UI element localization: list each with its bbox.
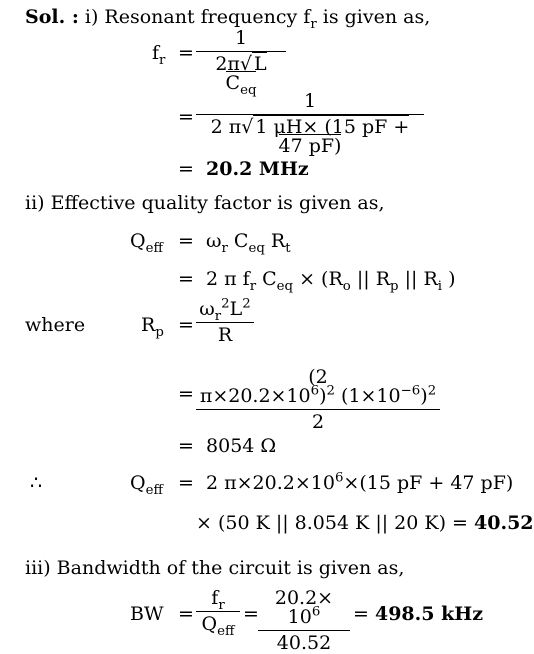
symbol-r: R <box>375 268 391 290</box>
therefore-sign: ∴ <box>30 472 43 494</box>
denominator: R <box>196 322 254 345</box>
denominator: 2 π√ 1 μH× (15 pF + 47 pF) <box>196 114 424 156</box>
subscript: i <box>437 278 443 294</box>
calc-part: ×(15 pF + 47 pF) <box>343 472 514 494</box>
subscript: eff <box>217 623 235 639</box>
omega: ω <box>199 298 215 320</box>
superscript: 6 <box>334 470 344 486</box>
subscript: r <box>221 240 228 256</box>
superscript: 2 <box>326 383 335 399</box>
two-pi: 2π <box>215 53 240 75</box>
equals-sign: = <box>178 268 194 290</box>
two-pi: 2 π <box>210 116 242 138</box>
subscript: eff <box>145 482 163 498</box>
symbol-c: C <box>262 268 277 290</box>
equals-sign: = <box>178 472 194 494</box>
equals-sign: = <box>178 106 194 128</box>
fraction-rp-values <box>196 368 440 432</box>
fraction-fr-values <box>196 92 424 156</box>
subscript: eq <box>276 278 294 294</box>
subscript: eff <box>145 240 163 256</box>
symbol-f: f <box>152 42 160 64</box>
numerator <box>196 368 440 409</box>
rp-result-line <box>178 437 276 456</box>
subscript: r <box>159 52 166 68</box>
close-paren: ) <box>420 385 428 407</box>
part1-heading: i) Resonant frequency f <box>84 6 311 28</box>
subscript: eq <box>240 82 257 98</box>
subscript: r <box>218 597 225 613</box>
fraction-bw <box>196 587 240 639</box>
lc: L C <box>225 53 267 94</box>
part1-tail: is given as, <box>322 6 431 28</box>
symbol-r: R <box>423 268 438 290</box>
calc-part: × (50 K || 8.054 K || 20 K) = <box>196 512 468 534</box>
equals-sign: = <box>353 603 369 625</box>
num-part: (1×10 <box>341 385 401 407</box>
symbol-q: Q <box>201 613 218 635</box>
qeff-result: 40.52 <box>474 512 534 534</box>
fr-result-line <box>178 160 309 179</box>
subscript: r <box>214 308 222 324</box>
qeff-lhs <box>130 230 163 256</box>
equals-sign: = <box>178 314 194 336</box>
symbol-f: f <box>211 587 219 609</box>
qeff-calc-line1 <box>178 470 514 494</box>
times-r: × (R <box>299 268 343 290</box>
superscript: 2 <box>242 296 251 312</box>
numerator <box>196 589 240 611</box>
numerator <box>196 296 254 324</box>
fraction-rp <box>196 296 254 346</box>
symbol-r: R <box>141 314 156 336</box>
denominator: 2π√ L $C_{eq}$ <box>196 51 286 93</box>
subscript: r <box>310 16 317 32</box>
symbol-q: Q <box>130 472 146 494</box>
sol-label: Sol. : <box>25 6 79 28</box>
qeff-lhs-2 <box>130 472 163 498</box>
equals-sign: = <box>178 230 194 252</box>
calc-part: 2 π×20.2×10 <box>206 472 335 494</box>
subscript: p <box>155 324 164 340</box>
numerator: 1 <box>234 27 248 49</box>
denominator: 2 <box>196 409 440 432</box>
qeff-expanded <box>178 268 456 294</box>
symbol-q: Q <box>130 230 146 252</box>
qeff-rhs <box>178 230 291 256</box>
superscript: 2 <box>427 383 437 399</box>
superscript: 6 <box>310 383 320 399</box>
subscript: r <box>249 278 257 294</box>
rp-result: 8054 Ω <box>206 435 277 457</box>
numerator <box>258 589 350 630</box>
close-paren: ) <box>448 268 456 290</box>
fr-result: 20.2 MHz <box>206 158 309 180</box>
superscript: 2 <box>221 296 230 312</box>
symbol-r: R <box>270 230 286 252</box>
fr-lhs <box>152 42 166 68</box>
parallel-sign: || <box>356 268 370 290</box>
subscript: o <box>342 278 351 294</box>
bw-result: 498.5 kHz <box>374 603 483 625</box>
subscript: eq <box>248 240 265 256</box>
symbol-c: C <box>233 230 249 252</box>
symbol-l: L <box>229 298 243 320</box>
parallel-sign: || <box>404 268 418 290</box>
denominator: 40.52 <box>258 630 350 653</box>
superscript: 6 <box>311 604 321 620</box>
num-part: (2 π×20.2×10 <box>199 366 328 407</box>
superscript: −6 <box>400 383 421 399</box>
equals-sign: = <box>178 42 194 64</box>
where-label: where <box>25 314 86 336</box>
sqrt-radicand: 1 μH× (15 pF + 47 pF) <box>255 116 410 157</box>
bw-lhs: BW <box>130 603 164 625</box>
numerator: 1 <box>303 90 317 112</box>
two-pi-f: 2 π f <box>206 268 250 290</box>
subscript: t <box>285 240 291 256</box>
bw-result-line <box>353 605 483 624</box>
close-paren: ) <box>319 385 327 407</box>
num-part: 20.2× 10 <box>274 587 334 628</box>
equals-sign: = <box>178 383 194 405</box>
equals-sign: = <box>178 435 194 457</box>
fraction-fr <box>196 27 286 98</box>
qeff-calc-line2 <box>196 514 534 533</box>
equals-sign: = <box>243 603 259 625</box>
equals-sign: = <box>178 158 194 180</box>
fraction-bw-values <box>258 589 350 653</box>
omega: ω <box>206 230 222 252</box>
denominator <box>196 611 240 639</box>
equals-sign: = <box>178 603 194 625</box>
subscript: p <box>390 278 399 294</box>
rp-lhs <box>141 314 164 340</box>
part1-heading-line <box>25 6 431 32</box>
part3-heading: iii) Bandwidth of the circuit is given as, <box>25 557 405 579</box>
part2-heading: ii) Effective quality factor is given as, <box>25 192 385 214</box>
